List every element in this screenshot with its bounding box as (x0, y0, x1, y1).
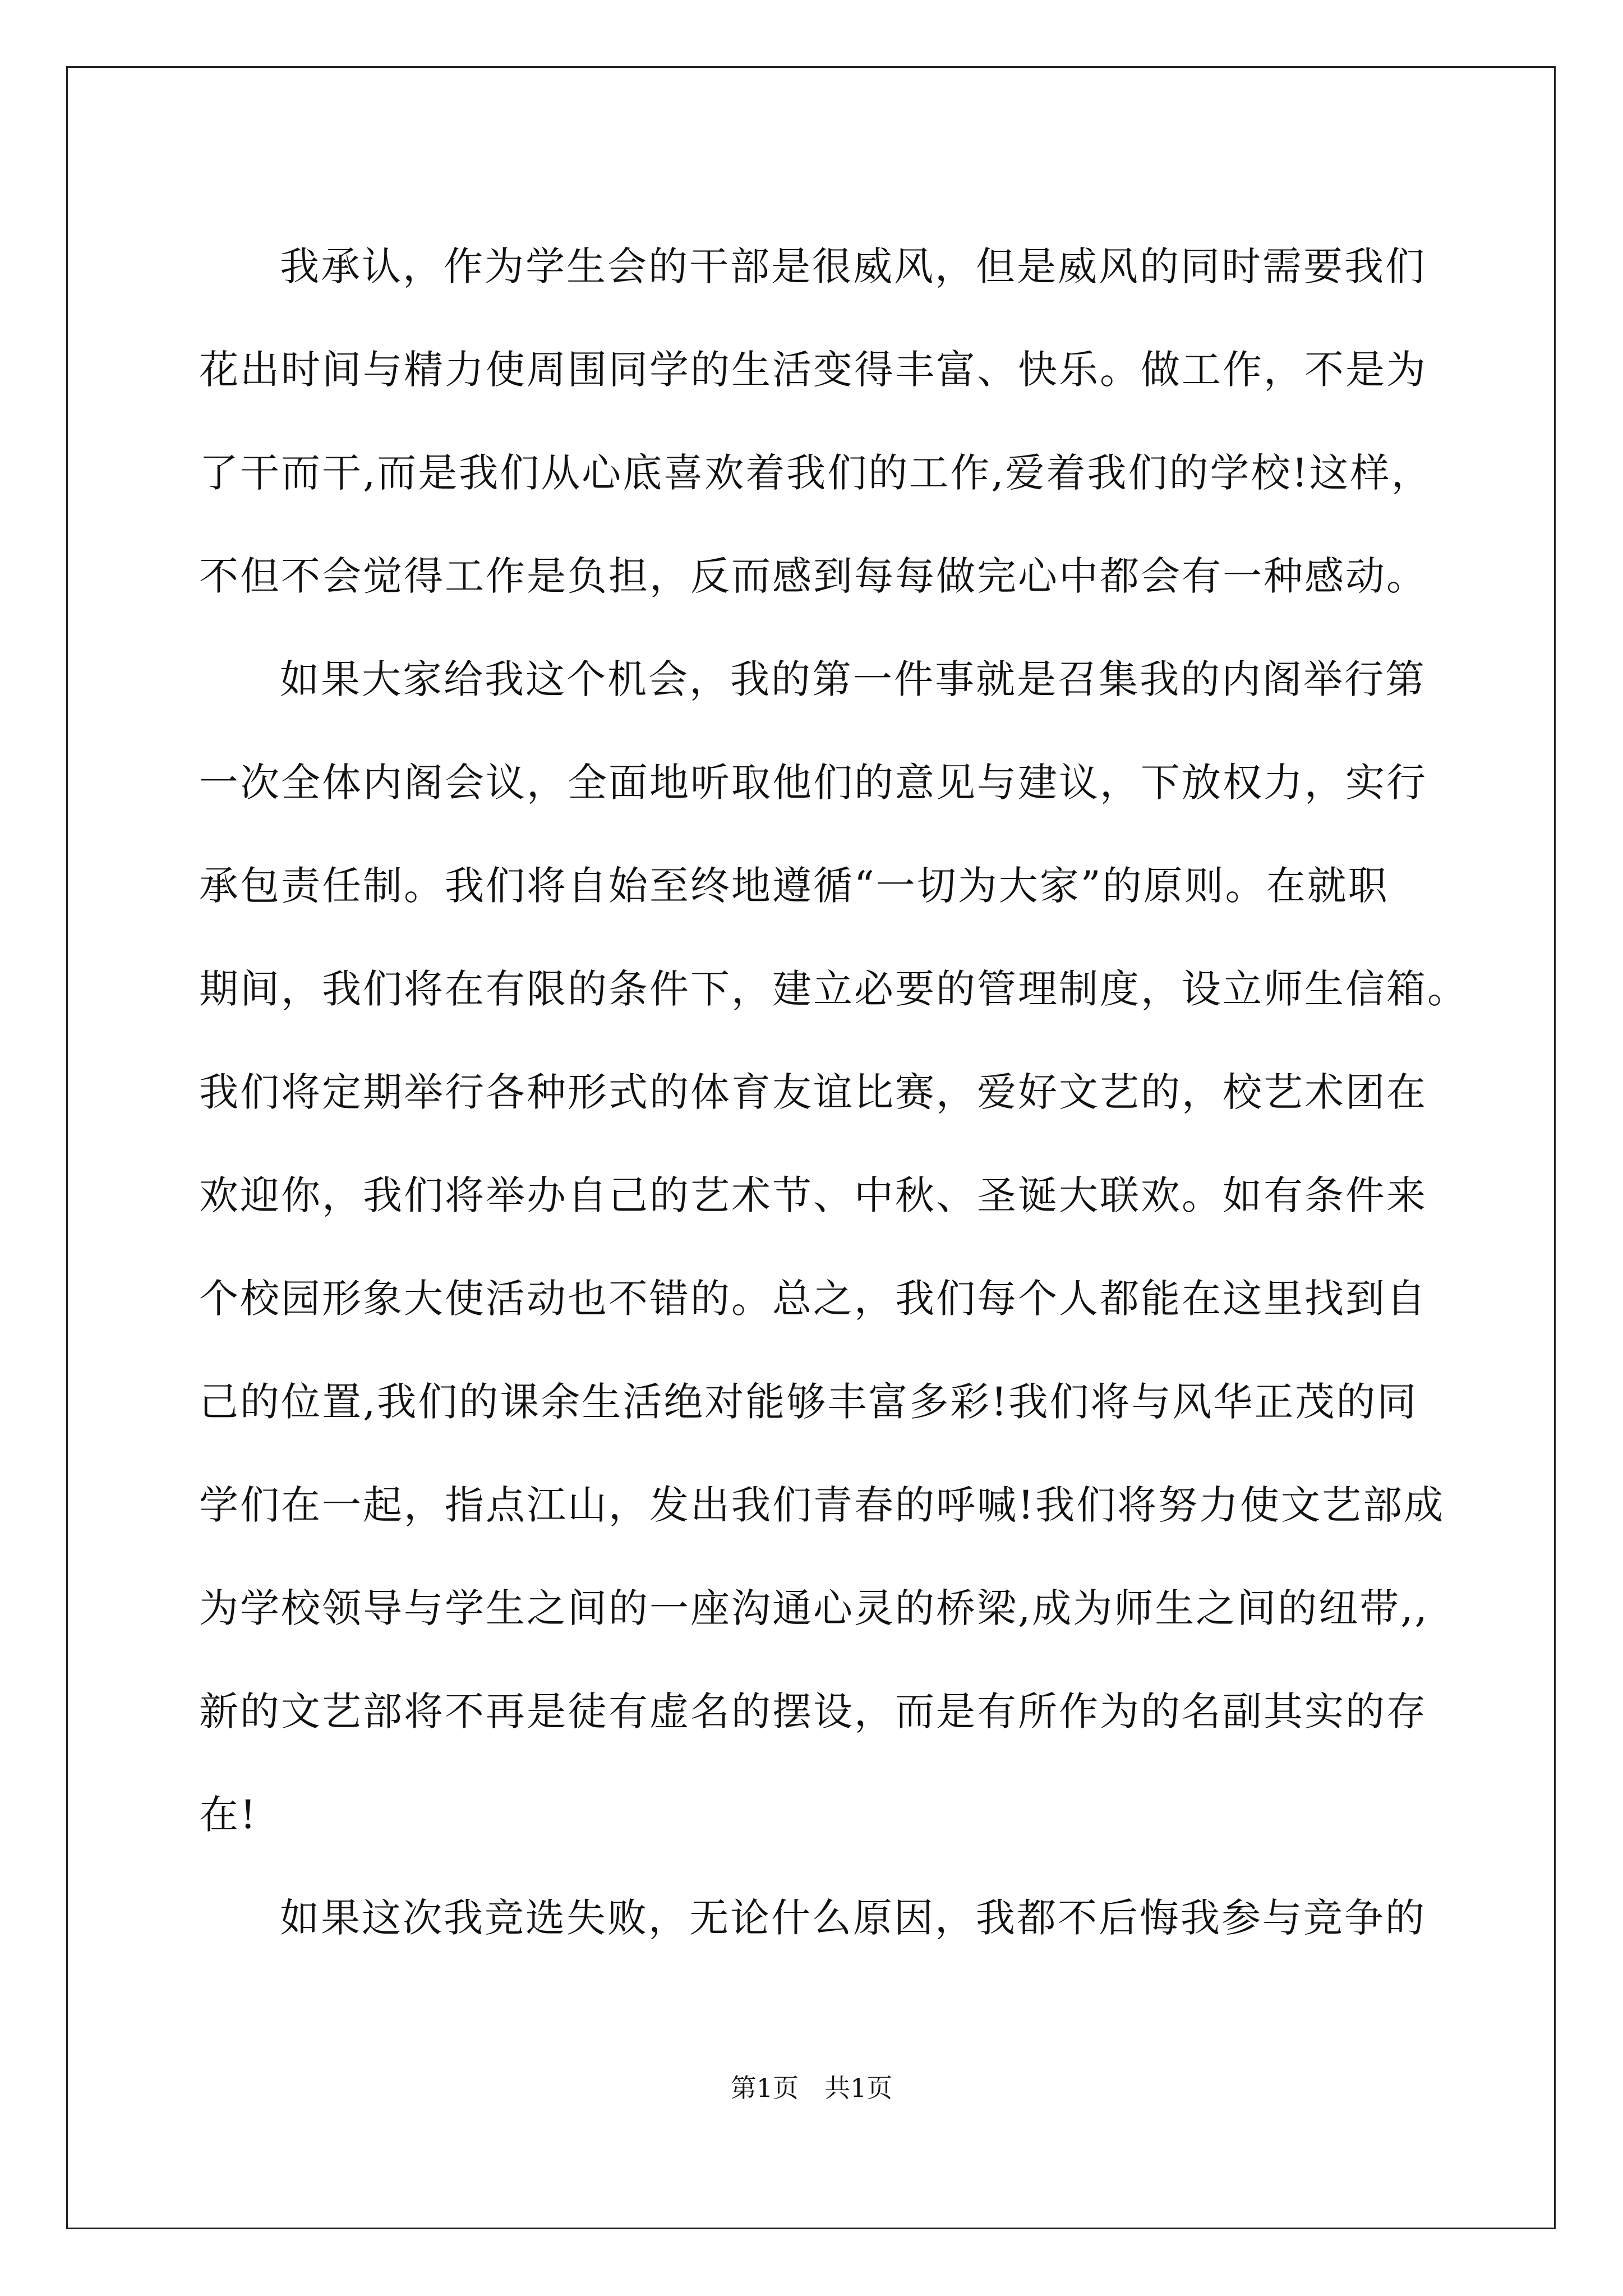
paragraph-2-line-5: 我们将定期举行各种形式的体育友谊比赛，爱好文艺的，校艺术团在 (199, 1069, 1427, 1115)
paragraph-1-line-4: 不但不会觉得工作是负担，反而感到每每做完心中都会有一种感动。 (199, 553, 1427, 599)
paragraph-1-line-2: 花出时间与精力使周围同学的生活变得丰富、快乐。做工作，不是为 (199, 347, 1427, 393)
paragraph-1-line-1: 我承认，作为学生会的干部是很威风，但是威风的同时需要我们 (280, 243, 1426, 289)
paragraph-2-line-3: 承包责任制。我们将自始至终地遵循“一切为大家”的原则。在就职 (199, 863, 1389, 909)
page-number: 第1页 (730, 2073, 799, 2103)
paragraph-2-line-8: 己的位置,我们的课余生活绝对能够丰富多彩!我们将与风华正茂的同 (199, 1379, 1418, 1425)
page-footer (0, 2071, 1623, 2105)
paragraph-1-line-3: 了干而干,而是我们从心底喜欢着我们的工作,爱着我们的学校!这样， (199, 450, 1432, 496)
paragraph-2-line-7: 个校园形象大使活动也不错的。总之，我们每个人都能在这里找到自 (199, 1276, 1427, 1322)
document-body (199, 215, 1468, 1970)
page-total: 共1页 (824, 2073, 893, 2103)
paragraph-2-line-4: 期间，我们将在有限的条件下，建立必要的管理制度，设立师生信箱。 (199, 966, 1468, 1012)
paragraph-2-line-6: 欢迎你，我们将举办自己的艺术节、中秋、圣诞大联欢。如有条件来 (199, 1172, 1427, 1218)
paragraph-2-line-9: 学们在一起，指点江山，发出我们青春的呼喊!我们将努力使文艺部成 (199, 1482, 1445, 1528)
paragraph-2-line-11: 新的文艺部将不再是徒有虚名的摆设，而是有所作为的名副其实的存 (199, 1688, 1427, 1734)
paragraph-3-line-1: 如果这次我竞选失败，无论什么原因，我都不后悔我参与竞争的 (280, 1895, 1426, 1941)
paragraph-2-line-2: 一次全体内阁会议，全面地听取他们的意见与建议，下放权力，实行 (199, 760, 1427, 806)
paragraph-2-line-10: 为学校领导与学生之间的一座沟通心灵的桥梁,成为师生之间的纽带,, (199, 1585, 1429, 1631)
paragraph-2-line-1: 如果大家给我这个机会，我的第一件事就是召集我的内阁举行第 (280, 656, 1426, 702)
paragraph-2-line-12: 在! (199, 1792, 258, 1838)
